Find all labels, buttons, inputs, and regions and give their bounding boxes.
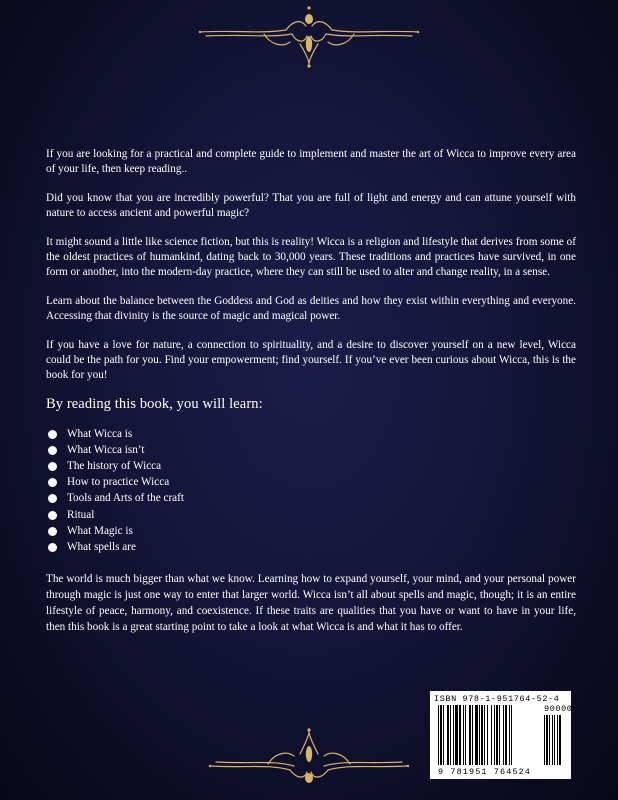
list-item-label: Tools and Arts of the craft: [67, 492, 184, 505]
intro-paragraph: If you are looking for a practical and complete guide to implement and master the art of Wicca to improve every area of your life, then keep reading..: [46, 148, 576, 176]
bullet-icon: [48, 543, 57, 552]
bullet-icon: [48, 494, 57, 503]
top-ornament-icon: [0, 0, 618, 70]
empowerment-paragraph: If you have a love for nature, a connection to spirituality, and a desire to discover yourself on a new level, Wicca could be the path for you. Find your empowerment; find yourself. If you’ve ever been curious about Wicca, this is the book for you!: [46, 338, 576, 382]
list-item-label: The history of Wicca: [67, 460, 162, 472]
bullet-icon: [48, 430, 57, 439]
bullet-icon: [48, 446, 57, 455]
power-paragraph: Did you know that you are incredibly powerful? That you are full of light and energy and can attune yourself with nature to access ancient and powerful magic?: [46, 191, 576, 220]
barcode-bars: [430, 691, 571, 779]
list-item: [46, 491, 576, 507]
list-item-label: How to practice Wicca: [67, 476, 170, 489]
isbn-text: ISBN 978-1-951764-52-4: [434, 694, 560, 704]
list-item: [46, 426, 576, 442]
list-item: [46, 539, 576, 555]
deities-paragraph: Learn about the balance between the Goddess and God as deities and how they exist within everything and everyone. Accessing that divinity is the source of magic and magical power.: [46, 294, 576, 323]
list-item: [46, 507, 576, 523]
list-item-label: What spells are: [67, 540, 136, 553]
bullet-icon: [48, 478, 57, 487]
bullet-icon: [48, 511, 57, 520]
price-code-text: 90000: [544, 704, 573, 714]
bullet-icon: [48, 462, 57, 471]
list-item: [46, 442, 576, 458]
list-item-label: What Wicca isn’t: [67, 443, 145, 456]
list-item-label: Ritual: [67, 508, 95, 521]
reality-paragraph: It might sound a little like science fiction, but this is reality! Wicca is a religion and lifestyle that derives from some of the oldest practices of humankind, dating back to 30,000 years. These traditions and practices have survived, in one form or another, into the modern-day practice, where they can still be used to alter and change reality, in a sense.: [46, 235, 576, 279]
closing-paragraph: The world is much bigger than what we know. Learning how to expand yourself, your mind, and your personal power through magic is just one way to enter that larger world. Wicca isn’t all about spells and magic, though; it is an entire lifestyle of peace, harmony, and coexistence. If these traits are qualities that you have or want to have in your life, then this book is a great starting point to take a look at what Wicca is and what it has to offer.: [46, 572, 576, 633]
list-item-label: What Magic is: [67, 524, 133, 537]
learn-heading: By reading this book, you will learn:: [46, 395, 263, 412]
list-item: [46, 475, 576, 491]
list-item: [46, 459, 576, 475]
ean-digits-text: 9 781951 764524: [438, 767, 532, 777]
bullet-icon: [48, 527, 57, 536]
list-item: [46, 523, 576, 539]
learn-list: [46, 426, 576, 556]
list-item-label: What Wicca is: [67, 427, 133, 440]
description-text-block: [46, 147, 576, 648]
isbn-barcode: [430, 691, 571, 779]
